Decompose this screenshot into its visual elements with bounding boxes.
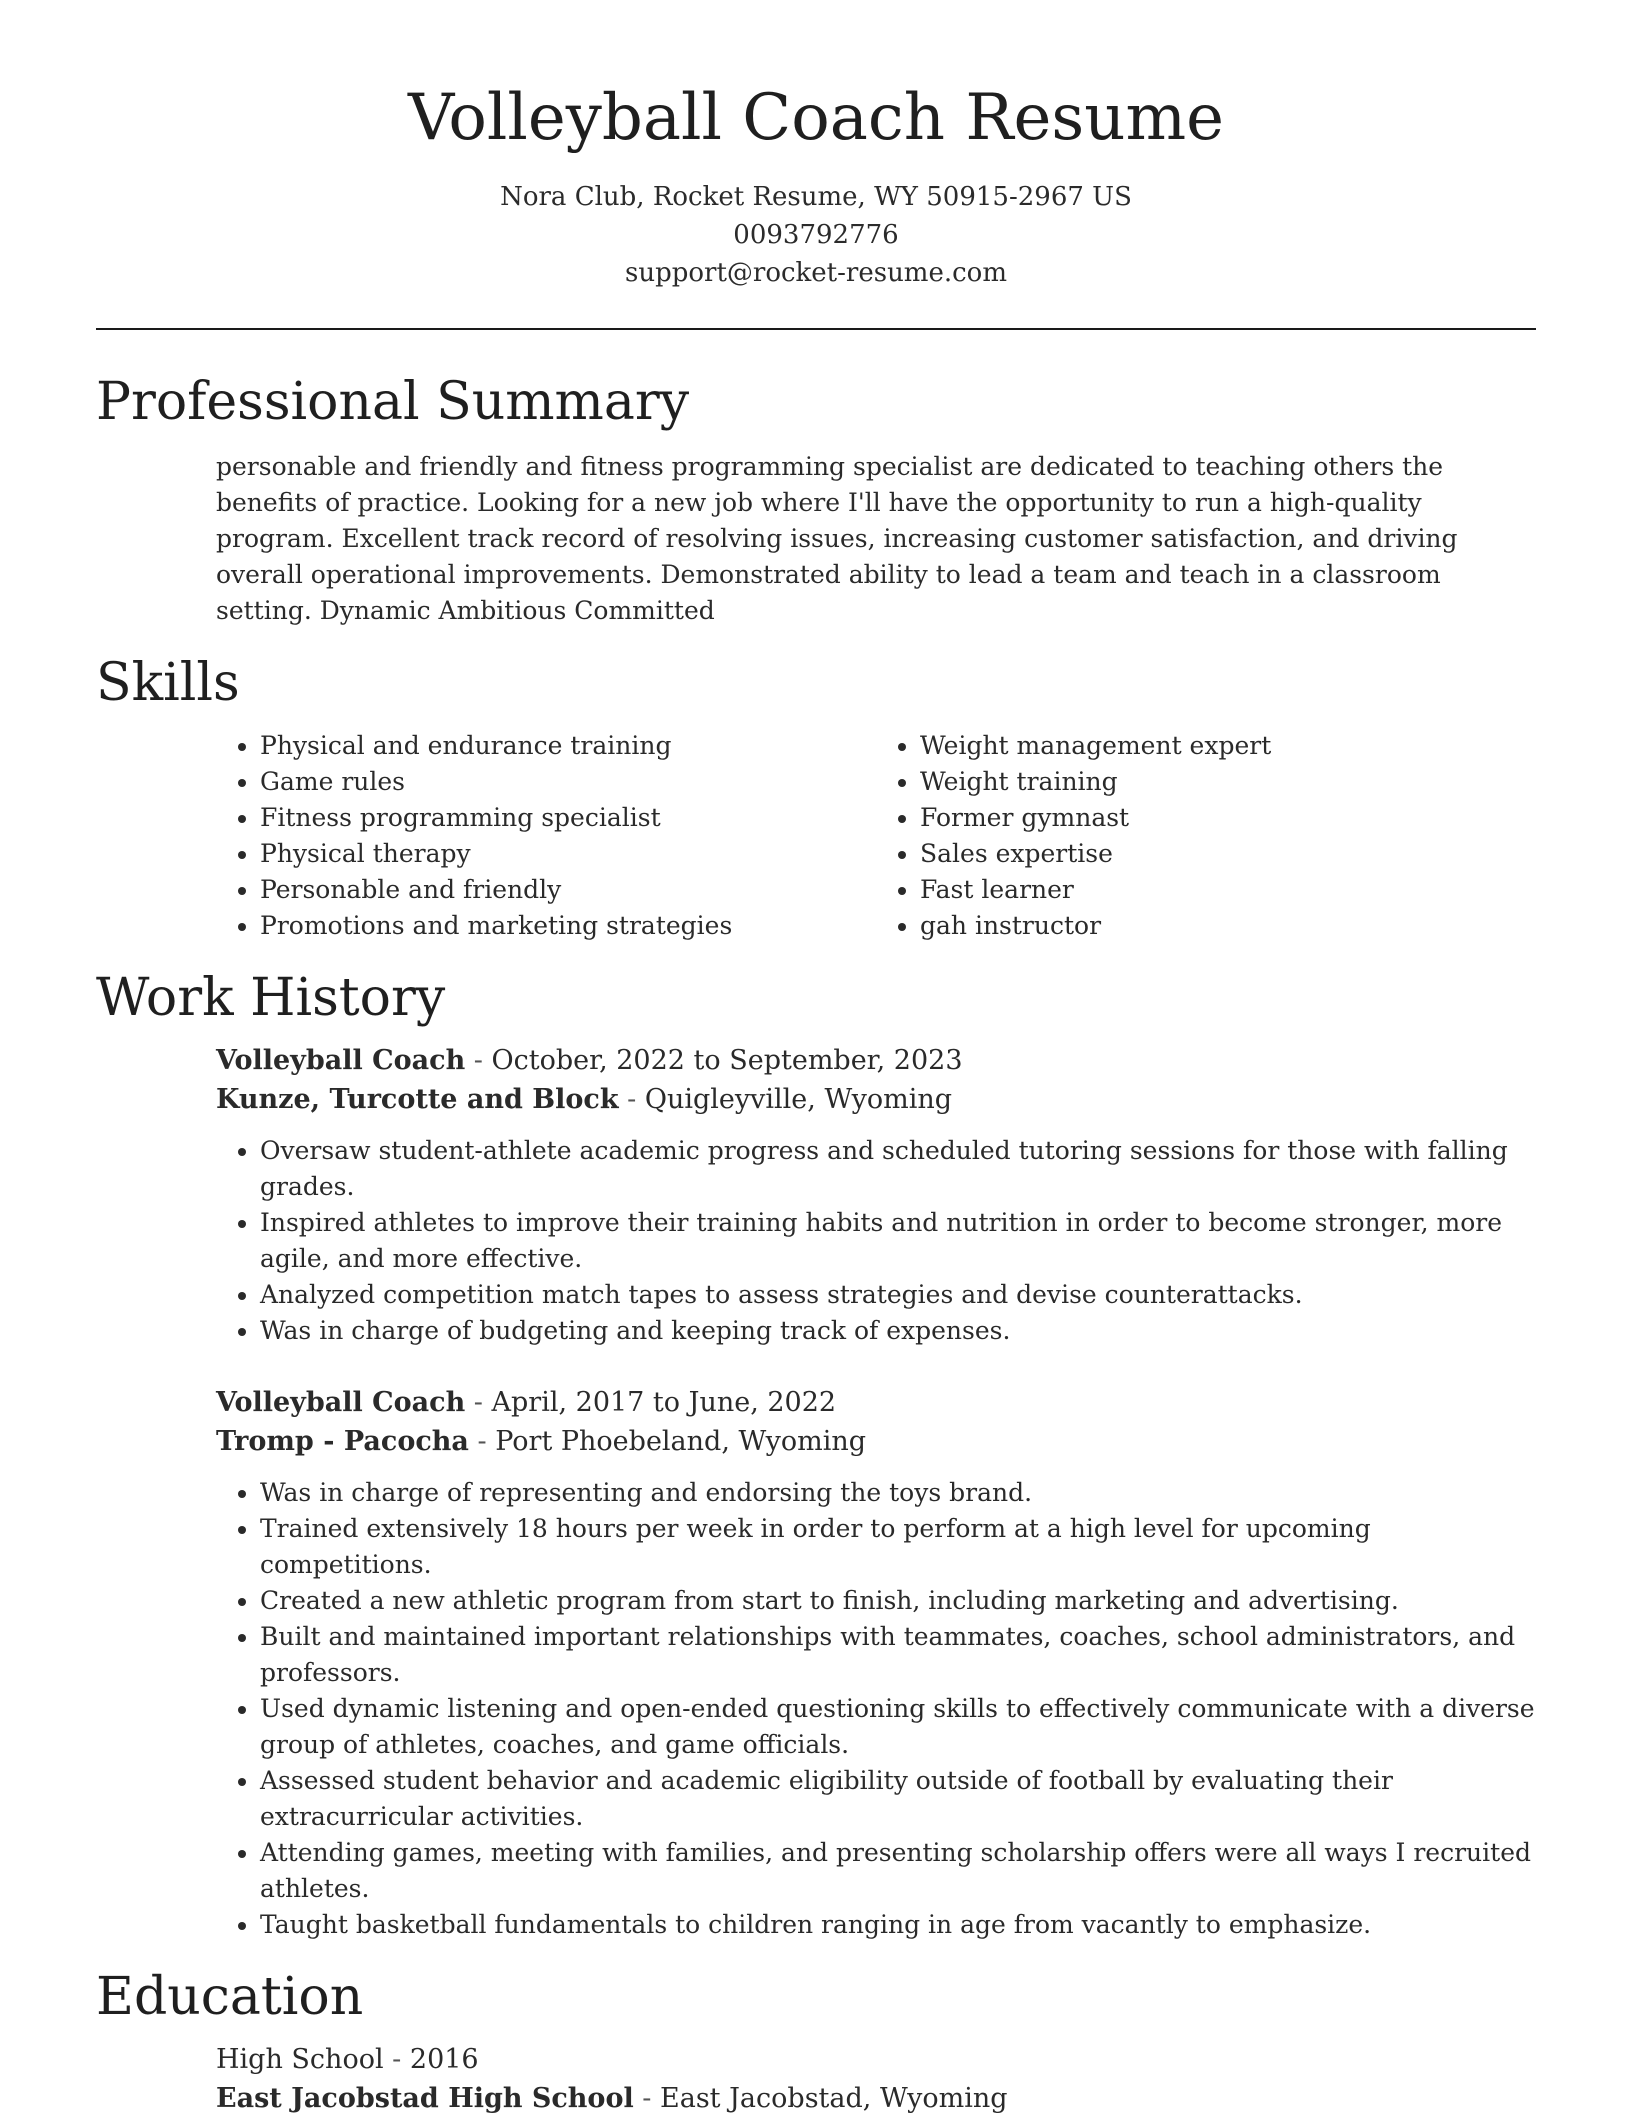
education-section: [96, 1969, 1536, 2118]
section-title-skills: Skills: [96, 652, 240, 713]
education-entry: [216, 2040, 1536, 2118]
separator: -: [383, 2044, 410, 2076]
summary-section: [96, 371, 1536, 629]
skill-item: • Fitness programming specialist: [260, 800, 876, 836]
job-location: Quigleyville, Wyoming: [644, 1084, 953, 1116]
job-title-line: [216, 1041, 1536, 1080]
job-bullet: • Built and maintained important relationships with teammates, coaches, school administrators, and professors.: [260, 1619, 1536, 1691]
job-bullet: • Used dynamic listening and open-ended questioning skills to effectively communicate with a diverse group of athletes, coaches, and game officials.: [260, 1691, 1536, 1763]
skill-item: • Physical and endurance training: [260, 728, 876, 764]
header-divider: [96, 328, 1536, 330]
job-bullet: • Taught basketball fundamentals to children ranging in age from vacantly to emphasize.: [260, 1907, 1536, 1943]
resume-page: [96, 0, 1536, 2118]
skill-item: • Promotions and marketing strategies: [260, 908, 876, 944]
separator: -: [468, 1426, 496, 1458]
job-company-line: [216, 1080, 1536, 1119]
separator: -: [633, 2083, 661, 2115]
job-bullet: • Attending games, meeting with families, and presenting scholarship offers were all ways I recruited athletes.: [260, 1835, 1536, 1907]
section-title-work: Work History: [96, 967, 446, 1028]
separator: -: [618, 1084, 645, 1116]
job-bullets: [216, 1475, 1536, 1943]
job-bullet: • Inspired athletes to improve their training habits and nutrition in order to become stronger, more agile, and more effective.: [260, 1205, 1536, 1277]
job-entry: [216, 1383, 1536, 1943]
education-location: East Jacobstad, Wyoming: [660, 2083, 1008, 2115]
job-dates: April, 2017 to June, 2022: [491, 1387, 837, 1419]
skill-item: • Weight training: [920, 764, 1536, 800]
skill-item: • Former gymnast: [920, 800, 1536, 836]
skill-item: • Physical therapy: [260, 836, 876, 872]
job-bullet: • Oversaw student-athlete academic progress and scheduled tutoring sessions for those with falling grades.: [260, 1133, 1536, 1205]
job-bullet: • Analyzed competition match tapes to assess strategies and devise counterattacks.: [260, 1277, 1536, 1313]
skill-item: • Fast learner: [920, 872, 1536, 908]
education-degree-line: [216, 2040, 1536, 2079]
education-school: East Jacobstad High School: [216, 2083, 634, 2115]
job-role: Volleyball Coach: [216, 1387, 466, 1419]
skills-list: [216, 728, 1536, 944]
job-bullet: • Was in charge of budgeting and keeping track of expenses.: [260, 1313, 1536, 1349]
work-section: [96, 967, 1536, 1943]
job-company: Kunze, Turcotte and Block: [216, 1084, 619, 1116]
job-role: Volleyball Coach: [216, 1045, 466, 1077]
education-year: 2016: [409, 2044, 479, 2076]
address: Nora Club, Rocket Resume, WY 50915-2967 US: [500, 181, 1132, 212]
section-title-education: Education: [96, 1967, 364, 2028]
job-company: Tromp - Pacocha: [216, 1426, 469, 1458]
job-dates: October, 2022 to September, 2023: [491, 1045, 963, 1077]
skills-column-right: [876, 728, 1536, 944]
job-bullet: • Created a new athletic program from start to finish, including marketing and advertising.: [260, 1583, 1536, 1619]
summary-text: personable and friendly and fitness programming specialist are dedicated to teaching others the benefits of practice. Looking for a new job where I'll have the opportunity to run a high-quality program. Excellent track record of resolving issues, increasing customer satisfaction, and driving overall operational improvements. Demonstrated ability to lead a team and teach in a classroom setting. Dynamic Ambitious Committed: [216, 451, 1458, 625]
skills-column-left: [216, 728, 876, 944]
skill-item: • gah instructor: [920, 908, 1536, 944]
skills-section: [96, 652, 1536, 944]
resume-header: [96, 0, 1536, 292]
section-title-summary: Professional Summary: [96, 371, 690, 432]
job-bullet: • Assessed student behavior and academic eligibility outside of football by evaluating their extracurricular activities.: [260, 1763, 1536, 1835]
separator: -: [465, 1045, 492, 1077]
education-degree: High School: [216, 2044, 384, 2076]
skill-item: • Personable and friendly: [260, 872, 876, 908]
job-location: Port Phoebeland, Wyoming: [495, 1426, 867, 1458]
resume-title: Volleyball Coach Resume: [408, 81, 1224, 155]
job-title-line: [216, 1383, 1536, 1422]
job-bullet: • Trained extensively 18 hours per week in order to perform at a high level for upcoming competitions.: [260, 1511, 1536, 1583]
phone: 0093792776: [733, 219, 899, 250]
job-bullets: [216, 1133, 1536, 1349]
job-bullet: • Was in charge of representing and endorsing the toys brand.: [260, 1475, 1536, 1511]
separator: -: [465, 1387, 492, 1419]
job-entry: [216, 1041, 1536, 1349]
skill-item: • Game rules: [260, 764, 876, 800]
email: support@rocket-resume.com: [624, 257, 1007, 288]
contact-info: [96, 178, 1536, 292]
education-school-line: [216, 2079, 1536, 2118]
job-company-line: [216, 1422, 1536, 1461]
skill-item: • Sales expertise: [920, 836, 1536, 872]
skill-item: • Weight management expert: [920, 728, 1536, 764]
